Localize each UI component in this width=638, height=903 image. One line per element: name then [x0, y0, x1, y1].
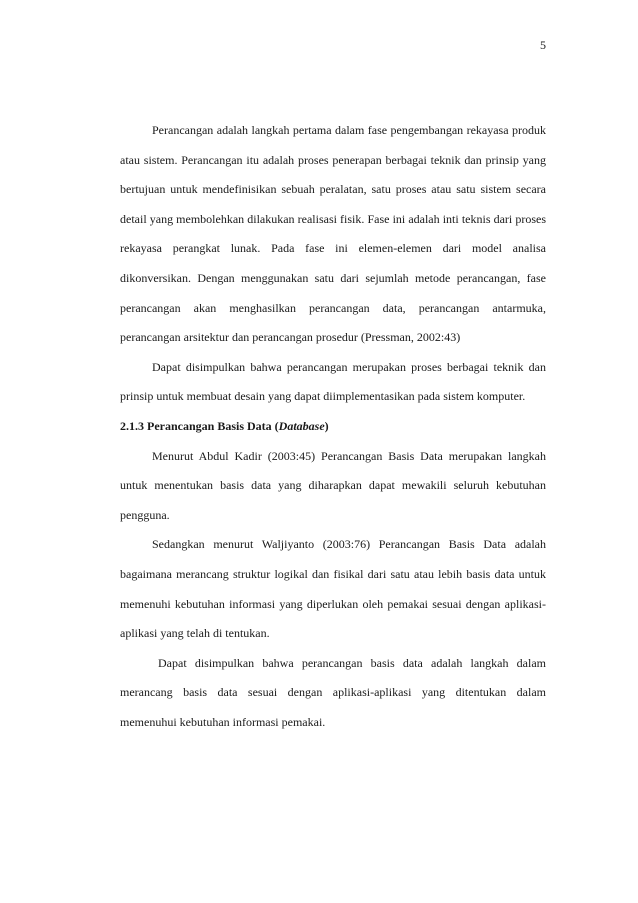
- paragraph-perancangan-definition: Perancangan adalah langkah pertama dalam fase pengembangan rekayasa produk atau sistem. Perancangan itu adalah proses penerapan berbagai teknik dan prinsip yang bertujuan untuk mendefinisikan sebuah peralatan, satu proses atau satu sistem secara detail yang membolehkan dilakukan realisasi fisik. Fase ini adalah inti teknis dari proses rekayasa perangkat lunak. Pada fase ini elemen-elemen dari model analisa dikonversikan. Dengan menggunakan satu dari sejumlah metode perancangan, fase perancangan akan menghasilkan perancangan data, perancangan antarmuka, perancangan arsitektur dan perancangan prosedur (Pressman, 2002:43): [120, 123, 546, 345]
- body-text: [120, 116, 546, 737]
- section-heading-text: 2.1.3 Perancangan Basis Data (: [120, 418, 279, 433]
- section-heading-italic: Database: [278, 418, 325, 433]
- page-number: 5: [540, 38, 546, 52]
- paragraph-waljiyanto: Sedangkan menurut Waljiyanto (2003:76) Perancangan Basis Data adalah bagaimana merancang struktur logikal dan fisikal dari satu atau lebih basis data untuk memenuhi kebutuhan informasi yang diperlukan oleh pemakai sesuai dengan aplikasi-aplikasi yang telah di tentukan.: [120, 537, 546, 641]
- paragraph-perancangan-conclusion: Dapat disimpulkan bahwa perancangan merupakan proses berbagai teknik dan prinsip untuk membuat desain yang dapat diimplementasikan pada sistem komputer.: [120, 359, 546, 404]
- paragraph-abdul-kadir: Menurut Abdul Kadir (2003:45) Perancangan Basis Data merupakan langkah untuk menentukan basis data yang diharapkan dapat mewakili seluruh kebutuhan pengguna.: [120, 448, 546, 522]
- section-heading-close: ): [324, 418, 329, 433]
- paragraph-basis-data-conclusion: Dapat disimpulkan bahwa perancangan basis data adalah langkah dalam merancang basis data sesuai dengan aplikasi-aplikasi yang ditentukan dalam memenuhui kebutuhan informasi pemakai.: [120, 655, 546, 729]
- section-heading: [120, 412, 546, 442]
